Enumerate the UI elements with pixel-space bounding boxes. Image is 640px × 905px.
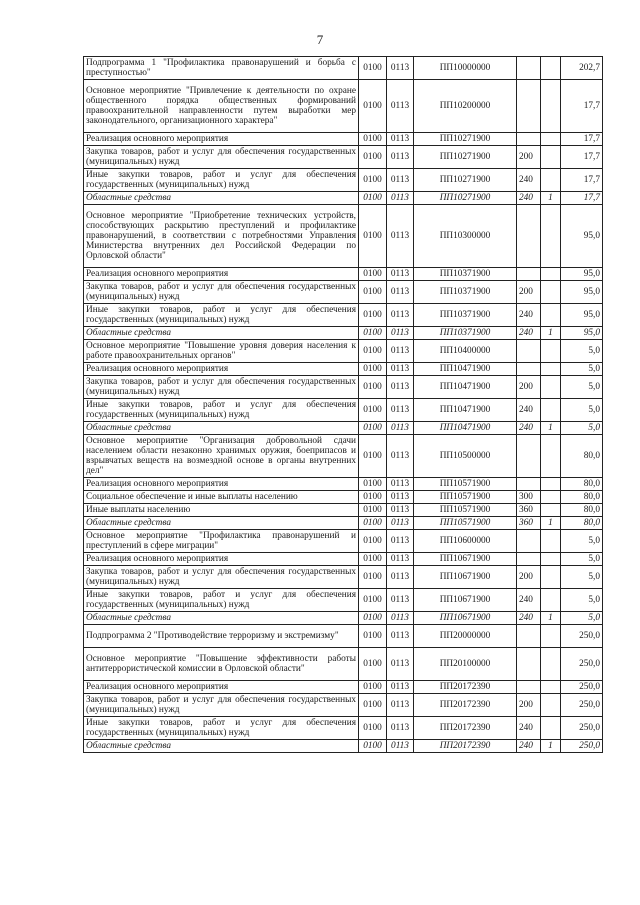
row-csr: ПП20000000 xyxy=(414,625,517,648)
row-vr xyxy=(517,648,541,681)
row-name: Иные закупки товаров, работ и услуг для обеспечения государственных (муниципальных) нужд xyxy=(84,399,359,422)
row-rz: 0100 xyxy=(359,694,387,717)
table-row xyxy=(84,517,603,530)
table-row xyxy=(84,192,603,205)
row-prz: 0113 xyxy=(387,504,414,517)
row-rz: 0100 xyxy=(359,205,387,268)
row-src: 1 xyxy=(541,192,561,205)
row-name: Основное мероприятие "Профилактика правонарушений и преступлений в сфере миграции" xyxy=(84,530,359,553)
row-rz: 0100 xyxy=(359,553,387,566)
row-sum: 250,0 xyxy=(561,625,603,648)
row-csr: ПП10571900 xyxy=(414,478,517,491)
row-vr: 200 xyxy=(517,146,541,169)
row-rz: 0100 xyxy=(359,363,387,376)
row-vr: 360 xyxy=(517,504,541,517)
row-rz: 0100 xyxy=(359,566,387,589)
row-vr xyxy=(517,363,541,376)
table-row xyxy=(84,399,603,422)
table-row xyxy=(84,530,603,553)
row-vr: 240 xyxy=(517,399,541,422)
row-sum: 80,0 xyxy=(561,517,603,530)
table-row xyxy=(84,491,603,504)
row-csr: ПП10500000 xyxy=(414,435,517,478)
row-csr: ПП10571900 xyxy=(414,491,517,504)
row-vr xyxy=(517,625,541,648)
row-vr: 240 xyxy=(517,192,541,205)
row-prz: 0113 xyxy=(387,517,414,530)
row-prz: 0113 xyxy=(387,566,414,589)
row-prz: 0113 xyxy=(387,612,414,625)
row-rz: 0100 xyxy=(359,422,387,435)
row-vr: 300 xyxy=(517,491,541,504)
row-src xyxy=(541,694,561,717)
row-rz: 0100 xyxy=(359,491,387,504)
row-csr: ПП10471900 xyxy=(414,376,517,399)
row-name: Закупка товаров, работ и услуг для обеспечения государственных (муниципальных) нужд xyxy=(84,146,359,169)
table-row xyxy=(84,612,603,625)
row-sum: 17,7 xyxy=(561,169,603,192)
row-vr xyxy=(517,435,541,478)
table-row xyxy=(84,553,603,566)
row-rz: 0100 xyxy=(359,625,387,648)
row-prz: 0113 xyxy=(387,491,414,504)
row-sum: 17,7 xyxy=(561,133,603,146)
row-rz: 0100 xyxy=(359,146,387,169)
row-csr: ПП10000000 xyxy=(414,57,517,80)
row-sum: 5,0 xyxy=(561,399,603,422)
row-prz: 0113 xyxy=(387,192,414,205)
row-name: Реализация основного мероприятия xyxy=(84,681,359,694)
table-row xyxy=(84,589,603,612)
row-csr: ПП20172390 xyxy=(414,681,517,694)
table-row xyxy=(84,504,603,517)
row-csr: ПП10271900 xyxy=(414,133,517,146)
row-name: Подпрограмма 2 "Противодействие терроризму и экстремизму" xyxy=(84,625,359,648)
row-name: Подпрограмма 1 "Профилактика правонарушений и борьба с преступностью" xyxy=(84,57,359,80)
row-src xyxy=(541,133,561,146)
row-prz: 0113 xyxy=(387,146,414,169)
row-rz: 0100 xyxy=(359,530,387,553)
row-name: Областные средства xyxy=(84,327,359,340)
table-row xyxy=(84,717,603,740)
row-src xyxy=(541,717,561,740)
row-prz: 0113 xyxy=(387,268,414,281)
row-name: Основное мероприятие "Повышение эффективности работы антитеррористической комиссии в Орловской области" xyxy=(84,648,359,681)
table-row xyxy=(84,363,603,376)
row-vr xyxy=(517,340,541,363)
row-sum: 5,0 xyxy=(561,589,603,612)
row-csr: ПП10371900 xyxy=(414,327,517,340)
row-src xyxy=(541,553,561,566)
row-vr xyxy=(517,478,541,491)
row-rz: 0100 xyxy=(359,504,387,517)
row-name: Основное мероприятие "Организация добровольной сдачи населением области незаконно хранимых оружия, боеприпасов и взрывчатых веществ на возмездной основе в органы внутренних дел" xyxy=(84,435,359,478)
row-vr xyxy=(517,80,541,133)
row-rz: 0100 xyxy=(359,268,387,281)
row-src: 1 xyxy=(541,740,561,753)
row-src xyxy=(541,504,561,517)
row-sum: 80,0 xyxy=(561,435,603,478)
row-rz: 0100 xyxy=(359,340,387,363)
row-name: Областные средства xyxy=(84,517,359,530)
row-csr: ПП20172390 xyxy=(414,694,517,717)
row-name: Областные средства xyxy=(84,612,359,625)
row-sum: 80,0 xyxy=(561,491,603,504)
row-rz: 0100 xyxy=(359,517,387,530)
row-sum: 250,0 xyxy=(561,681,603,694)
row-src xyxy=(541,304,561,327)
table-row xyxy=(84,340,603,363)
row-src: 1 xyxy=(541,422,561,435)
row-rz: 0100 xyxy=(359,399,387,422)
table-row xyxy=(84,376,603,399)
row-src xyxy=(541,57,561,80)
row-sum: 80,0 xyxy=(561,504,603,517)
row-csr: ПП10271900 xyxy=(414,146,517,169)
table-row xyxy=(84,625,603,648)
row-src xyxy=(541,399,561,422)
table-row xyxy=(84,648,603,681)
row-prz: 0113 xyxy=(387,648,414,681)
row-prz: 0113 xyxy=(387,694,414,717)
row-sum: 5,0 xyxy=(561,363,603,376)
row-src: 1 xyxy=(541,612,561,625)
row-prz: 0113 xyxy=(387,205,414,268)
row-src xyxy=(541,681,561,694)
row-src xyxy=(541,625,561,648)
table-row xyxy=(84,281,603,304)
row-src xyxy=(541,435,561,478)
row-prz: 0113 xyxy=(387,422,414,435)
row-sum: 80,0 xyxy=(561,478,603,491)
row-prz: 0113 xyxy=(387,376,414,399)
row-csr: ПП20172390 xyxy=(414,717,517,740)
row-name: Иные закупки товаров, работ и услуг для обеспечения государственных (муниципальных) нужд xyxy=(84,589,359,612)
row-prz: 0113 xyxy=(387,133,414,146)
row-csr: ПП10571900 xyxy=(414,504,517,517)
table-row xyxy=(84,146,603,169)
row-prz: 0113 xyxy=(387,625,414,648)
row-vr: 200 xyxy=(517,566,541,589)
row-sum: 17,7 xyxy=(561,192,603,205)
row-sum: 250,0 xyxy=(561,648,603,681)
row-sum: 95,0 xyxy=(561,327,603,340)
row-src: 1 xyxy=(541,517,561,530)
row-rz: 0100 xyxy=(359,648,387,681)
row-name: Реализация основного мероприятия xyxy=(84,553,359,566)
table-row xyxy=(84,57,603,80)
row-rz: 0100 xyxy=(359,717,387,740)
row-src xyxy=(541,478,561,491)
row-src xyxy=(541,146,561,169)
row-vr: 240 xyxy=(517,304,541,327)
table-row xyxy=(84,205,603,268)
row-src xyxy=(541,363,561,376)
row-sum: 5,0 xyxy=(561,422,603,435)
row-csr: ПП10671900 xyxy=(414,589,517,612)
row-name: Основное мероприятие "Приобретение технических устройств, способствующих раскрытию преступлений и профилактике правонарушений, в соответствии с потребностями Управления Министерства внутренних дел Российской Федерации по Орловской области" xyxy=(84,205,359,268)
row-rz: 0100 xyxy=(359,376,387,399)
row-name: Реализация основного мероприятия xyxy=(84,268,359,281)
row-rz: 0100 xyxy=(359,281,387,304)
row-prz: 0113 xyxy=(387,589,414,612)
row-csr: ПП10471900 xyxy=(414,363,517,376)
row-name: Областные средства xyxy=(84,192,359,205)
row-sum: 250,0 xyxy=(561,694,603,717)
row-sum: 5,0 xyxy=(561,340,603,363)
row-name: Иные закупки товаров, работ и услуг для обеспечения государственных (муниципальных) нужд xyxy=(84,304,359,327)
row-name: Иные выплаты населению xyxy=(84,504,359,517)
row-csr: ПП10300000 xyxy=(414,205,517,268)
row-name: Основное мероприятие "Привлечение к деятельности по охране общественного порядка общественных формирований правоохранительной направленности путем выработки мер законодательного, организационного характера" xyxy=(84,80,359,133)
row-src: 1 xyxy=(541,327,561,340)
row-sum: 95,0 xyxy=(561,281,603,304)
table-row xyxy=(84,268,603,281)
table-row xyxy=(84,327,603,340)
table-row xyxy=(84,133,603,146)
row-prz: 0113 xyxy=(387,340,414,363)
row-src xyxy=(541,589,561,612)
row-rz: 0100 xyxy=(359,612,387,625)
row-csr: ПП10200000 xyxy=(414,80,517,133)
table-row xyxy=(84,478,603,491)
row-name: Реализация основного мероприятия xyxy=(84,133,359,146)
row-vr: 240 xyxy=(517,717,541,740)
row-sum: 95,0 xyxy=(561,268,603,281)
row-src xyxy=(541,205,561,268)
table-row xyxy=(84,80,603,133)
row-name: Закупка товаров, работ и услуг для обеспечения государственных (муниципальных) нужд xyxy=(84,694,359,717)
row-src xyxy=(541,566,561,589)
row-prz: 0113 xyxy=(387,717,414,740)
row-vr: 240 xyxy=(517,740,541,753)
row-sum: 17,7 xyxy=(561,80,603,133)
row-name: Реализация основного мероприятия xyxy=(84,363,359,376)
row-vr xyxy=(517,205,541,268)
row-name: Социальное обеспечение и иные выплаты населению xyxy=(84,491,359,504)
table-row xyxy=(84,694,603,717)
table-row xyxy=(84,566,603,589)
row-vr: 240 xyxy=(517,327,541,340)
row-csr: ПП10371900 xyxy=(414,304,517,327)
row-csr: ПП10371900 xyxy=(414,268,517,281)
row-rz: 0100 xyxy=(359,304,387,327)
row-name: Реализация основного мероприятия xyxy=(84,478,359,491)
row-src xyxy=(541,648,561,681)
row-rz: 0100 xyxy=(359,681,387,694)
row-sum: 5,0 xyxy=(561,612,603,625)
row-name: Областные средства xyxy=(84,422,359,435)
row-rz: 0100 xyxy=(359,435,387,478)
table-row xyxy=(84,740,603,753)
row-vr: 360 xyxy=(517,517,541,530)
row-csr: ПП10471900 xyxy=(414,422,517,435)
row-name: Основное мероприятие "Повышение уровня доверия населения к работе правоохранительных органов" xyxy=(84,340,359,363)
row-prz: 0113 xyxy=(387,740,414,753)
row-vr xyxy=(517,57,541,80)
row-prz: 0113 xyxy=(387,57,414,80)
row-rz: 0100 xyxy=(359,589,387,612)
row-sum: 5,0 xyxy=(561,566,603,589)
row-csr: ПП10400000 xyxy=(414,340,517,363)
row-vr: 240 xyxy=(517,169,541,192)
row-vr: 240 xyxy=(517,422,541,435)
row-src xyxy=(541,491,561,504)
row-prz: 0113 xyxy=(387,80,414,133)
row-src xyxy=(541,530,561,553)
row-rz: 0100 xyxy=(359,192,387,205)
table-row xyxy=(84,169,603,192)
row-prz: 0113 xyxy=(387,169,414,192)
row-sum: 250,0 xyxy=(561,717,603,740)
row-name: Закупка товаров, работ и услуг для обеспечения государственных (муниципальных) нужд xyxy=(84,281,359,304)
row-rz: 0100 xyxy=(359,80,387,133)
row-src xyxy=(541,376,561,399)
row-vr xyxy=(517,530,541,553)
row-vr xyxy=(517,681,541,694)
row-prz: 0113 xyxy=(387,281,414,304)
row-prz: 0113 xyxy=(387,530,414,553)
row-csr: ПП10671900 xyxy=(414,566,517,589)
table-body xyxy=(84,57,603,753)
row-vr: 240 xyxy=(517,612,541,625)
row-sum: 5,0 xyxy=(561,376,603,399)
row-vr: 240 xyxy=(517,589,541,612)
row-rz: 0100 xyxy=(359,57,387,80)
row-name: Областные средства xyxy=(84,740,359,753)
row-sum: 5,0 xyxy=(561,553,603,566)
row-prz: 0113 xyxy=(387,435,414,478)
row-prz: 0113 xyxy=(387,478,414,491)
row-vr: 200 xyxy=(517,281,541,304)
row-sum: 95,0 xyxy=(561,304,603,327)
row-prz: 0113 xyxy=(387,399,414,422)
table-row xyxy=(84,435,603,478)
row-prz: 0113 xyxy=(387,327,414,340)
table-row xyxy=(84,681,603,694)
page-number: 7 xyxy=(316,32,324,47)
row-prz: 0113 xyxy=(387,363,414,376)
row-csr: ПП10471900 xyxy=(414,399,517,422)
row-src xyxy=(541,340,561,363)
budget-table xyxy=(83,56,603,753)
row-name: Закупка товаров, работ и услуг для обеспечения государственных (муниципальных) нужд xyxy=(84,376,359,399)
table-row xyxy=(84,422,603,435)
row-csr: ПП10271900 xyxy=(414,192,517,205)
row-src xyxy=(541,268,561,281)
row-csr: ПП20172390 xyxy=(414,740,517,753)
row-csr: ПП10271900 xyxy=(414,169,517,192)
row-csr: ПП10371900 xyxy=(414,281,517,304)
row-name: Иные закупки товаров, работ и услуг для обеспечения государственных (муниципальных) нужд xyxy=(84,717,359,740)
row-csr: ПП20100000 xyxy=(414,648,517,681)
row-prz: 0113 xyxy=(387,304,414,327)
row-rz: 0100 xyxy=(359,169,387,192)
row-prz: 0113 xyxy=(387,681,414,694)
row-sum: 202,7 xyxy=(561,57,603,80)
row-csr: ПП10600000 xyxy=(414,530,517,553)
row-vr xyxy=(517,268,541,281)
row-sum: 250,0 xyxy=(561,740,603,753)
row-rz: 0100 xyxy=(359,133,387,146)
row-csr: ПП10671900 xyxy=(414,553,517,566)
row-name: Иные закупки товаров, работ и услуг для обеспечения государственных (муниципальных) нужд xyxy=(84,169,359,192)
table-row xyxy=(84,304,603,327)
row-name: Закупка товаров, работ и услуг для обеспечения государственных (муниципальных) нужд xyxy=(84,566,359,589)
row-rz: 0100 xyxy=(359,327,387,340)
row-csr: ПП10571900 xyxy=(414,517,517,530)
row-src xyxy=(541,281,561,304)
row-vr: 200 xyxy=(517,694,541,717)
row-rz: 0100 xyxy=(359,478,387,491)
row-src xyxy=(541,169,561,192)
row-sum: 17,7 xyxy=(561,146,603,169)
row-vr xyxy=(517,133,541,146)
row-sum: 95,0 xyxy=(561,205,603,268)
row-vr: 200 xyxy=(517,376,541,399)
row-src xyxy=(541,80,561,133)
row-csr: ПП10671900 xyxy=(414,612,517,625)
row-rz: 0100 xyxy=(359,740,387,753)
row-prz: 0113 xyxy=(387,553,414,566)
row-sum: 5,0 xyxy=(561,530,603,553)
row-vr xyxy=(517,553,541,566)
